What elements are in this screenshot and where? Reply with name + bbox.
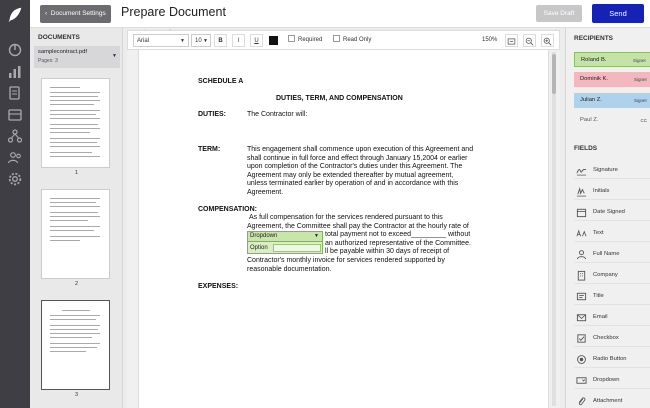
field-dropdown[interactable] bbox=[574, 372, 650, 389]
recipient-item[interactable] bbox=[574, 113, 650, 128]
page-title: Prepare Document bbox=[121, 5, 226, 19]
italic-button[interactable]: I bbox=[232, 34, 245, 47]
dashboard-icon[interactable] bbox=[7, 42, 23, 58]
comp-line: reasonable documentation. bbox=[247, 265, 332, 273]
read-only-checkbox[interactable] bbox=[333, 34, 371, 47]
recipient-item[interactable] bbox=[574, 93, 650, 108]
comp-line: an authorized representative of the Committee. bbox=[325, 239, 471, 247]
radio-icon bbox=[576, 354, 587, 365]
field-attachment[interactable] bbox=[574, 393, 650, 408]
comp-line: Agreement, the Committee shall pay the Contractor at the hourly rate of bbox=[247, 222, 469, 230]
document-settings-button[interactable]: ‹ Document Settings bbox=[40, 5, 111, 23]
field-label: Dropdown bbox=[593, 377, 620, 383]
person-icon bbox=[576, 249, 587, 260]
calendar-icon bbox=[576, 207, 587, 218]
recipient-role: Signer bbox=[633, 77, 647, 82]
chevron-down-icon: ▼ bbox=[203, 38, 208, 44]
required-checkbox[interactable] bbox=[288, 34, 322, 47]
thumbnail-number: 1 bbox=[74, 170, 79, 176]
field-label: Initials bbox=[593, 188, 610, 194]
recipient-name: Roland B. bbox=[581, 57, 607, 63]
field-label: Title bbox=[593, 293, 604, 299]
contacts-icon[interactable] bbox=[7, 150, 23, 166]
comp-line: As full compensation for the services rendered pursuant to this bbox=[249, 214, 443, 221]
read-only-label: Read Only bbox=[343, 37, 372, 43]
recipients-heading: RECIPIENTS bbox=[574, 35, 614, 42]
term-line: upon completion of the Contractor's duties under this Agreement. The bbox=[247, 163, 463, 171]
formatting-toolbar bbox=[127, 30, 560, 50]
field-company[interactable] bbox=[574, 267, 650, 284]
feather-logo-icon[interactable] bbox=[6, 6, 24, 24]
page-thumbnail-1[interactable] bbox=[41, 78, 110, 168]
bold-button[interactable]: B bbox=[214, 34, 227, 47]
field-label: Attachment bbox=[593, 398, 623, 404]
dropdown-field-label: Dropdown bbox=[250, 233, 278, 239]
fit-page-icon[interactable] bbox=[505, 34, 518, 47]
underline-button[interactable]: U bbox=[250, 34, 263, 47]
field-label: Full Name bbox=[593, 251, 620, 257]
compensation-label: COMPENSATION: bbox=[198, 206, 257, 213]
document-settings-label: Document Settings bbox=[50, 10, 106, 17]
team-icon[interactable] bbox=[7, 128, 23, 144]
envelope-icon bbox=[576, 312, 587, 323]
document-pages-count: Pages: 3 bbox=[38, 58, 58, 64]
recipient-name: Julian Z. bbox=[580, 97, 602, 103]
field-label: Text bbox=[593, 230, 604, 236]
field-full-name[interactable] bbox=[574, 246, 650, 263]
send-button[interactable]: Send bbox=[592, 4, 644, 23]
font-size-select[interactable] bbox=[191, 34, 211, 47]
chevron-down-icon: ▼ bbox=[180, 38, 185, 44]
option-input[interactable] bbox=[273, 244, 321, 252]
font-family-select[interactable] bbox=[133, 34, 189, 47]
field-date-signed[interactable] bbox=[574, 204, 650, 221]
settings-gear-icon[interactable] bbox=[7, 171, 23, 187]
term-line: This engagement shall commence upon execution of this Agreement and bbox=[247, 146, 474, 153]
thumbnail-number: 2 bbox=[74, 281, 79, 287]
right-panel bbox=[565, 28, 650, 408]
term-line: shall continue in full force and effect through January 15,2004 or earlier bbox=[247, 154, 468, 162]
field-text[interactable] bbox=[574, 225, 650, 242]
field-radio-button[interactable] bbox=[574, 351, 650, 368]
font-family-value: Arial bbox=[137, 38, 150, 44]
dropdown-field[interactable] bbox=[247, 231, 323, 242]
templates-icon[interactable] bbox=[7, 107, 23, 123]
field-signature[interactable] bbox=[574, 162, 650, 179]
dropdown-option-row[interactable] bbox=[247, 242, 323, 254]
zoom-in-icon[interactable] bbox=[541, 34, 554, 47]
required-label: Required bbox=[298, 37, 323, 43]
font-size-value: 10 bbox=[195, 38, 202, 44]
documents-heading: DOCUMENTS bbox=[38, 34, 80, 41]
field-label: Email bbox=[593, 314, 608, 320]
fields-heading: FIELDS bbox=[574, 145, 598, 152]
field-label: Company bbox=[593, 272, 618, 278]
title-icon bbox=[576, 291, 587, 302]
field-label: Signature bbox=[593, 167, 618, 173]
comp-line: total payment not to exceed_________ without bbox=[325, 231, 471, 239]
checkbox-icon bbox=[576, 333, 587, 344]
chevron-down-icon[interactable]: ▼ bbox=[112, 53, 117, 59]
duties-label: DUTIES: bbox=[198, 111, 226, 118]
field-label: Checkbox bbox=[593, 335, 619, 341]
page-thumbnail-2[interactable] bbox=[41, 189, 110, 279]
save-draft-button[interactable]: Save Draft bbox=[536, 5, 582, 22]
expenses-label: EXPENSES: bbox=[198, 283, 239, 290]
section-heading: DUTIES, TERM, AND COMPENSATION bbox=[276, 95, 403, 102]
recipient-item[interactable] bbox=[574, 52, 650, 67]
thumbnail-number: 3 bbox=[74, 392, 79, 398]
zoom-level[interactable]: 150% bbox=[482, 37, 498, 43]
documents-icon[interactable] bbox=[7, 85, 23, 101]
recipient-name: Paul Z. bbox=[580, 117, 599, 123]
page-thumbnail-3[interactable] bbox=[41, 300, 110, 390]
zoom-out-icon[interactable] bbox=[523, 34, 536, 47]
recipient-role: Signer bbox=[633, 98, 647, 103]
reports-icon[interactable] bbox=[7, 64, 23, 80]
field-label: Date Signed bbox=[593, 209, 625, 215]
recipient-name: Dominik K. bbox=[580, 76, 609, 82]
term-line: unless terminated earlier by operation of and in accordance with this bbox=[247, 180, 459, 188]
recipient-role: Signer bbox=[632, 58, 646, 63]
document-item[interactable] bbox=[34, 46, 120, 68]
paperclip-icon bbox=[576, 396, 587, 407]
text-icon bbox=[576, 228, 587, 239]
required-checkbox-box[interactable] bbox=[288, 35, 295, 42]
comp-line: ll be payable within 30 days of receipt of bbox=[325, 248, 450, 256]
recipient-item[interactable] bbox=[574, 72, 650, 87]
duties-text: The Contractor will: bbox=[247, 111, 308, 118]
field-email[interactable] bbox=[574, 309, 650, 326]
field-title[interactable] bbox=[574, 288, 650, 305]
documents-panel bbox=[30, 28, 123, 408]
read-only-checkbox-box[interactable] bbox=[333, 35, 340, 42]
option-label: Option bbox=[250, 245, 268, 251]
field-initials[interactable] bbox=[574, 183, 650, 200]
scrollbar-thumb[interactable] bbox=[552, 54, 556, 94]
recipient-role: CC bbox=[640, 118, 647, 123]
term-line: Agreement. bbox=[247, 189, 284, 196]
term-line: Agreement may only be extended thereafter by mutual agreement, bbox=[247, 171, 454, 179]
top-bar bbox=[30, 0, 650, 28]
signature-icon bbox=[576, 165, 587, 176]
document-file-name: samplecontract.pdf bbox=[38, 49, 87, 55]
initials-icon bbox=[576, 186, 587, 197]
dropdown-icon bbox=[576, 375, 587, 386]
term-label: TERM: bbox=[198, 146, 221, 153]
app-rail bbox=[0, 0, 30, 408]
text-color-swatch[interactable] bbox=[269, 36, 278, 45]
chevron-down-icon: ▼ bbox=[314, 233, 319, 239]
document-scrollbar[interactable] bbox=[552, 52, 556, 406]
field-label: Radio Button bbox=[593, 356, 627, 362]
field-checkbox[interactable] bbox=[574, 330, 650, 347]
schedule-heading: SCHEDULE A bbox=[198, 78, 244, 85]
comp-line: Contractor's monthly invoice for services rendered supported by bbox=[247, 257, 445, 264]
building-icon bbox=[576, 270, 587, 281]
